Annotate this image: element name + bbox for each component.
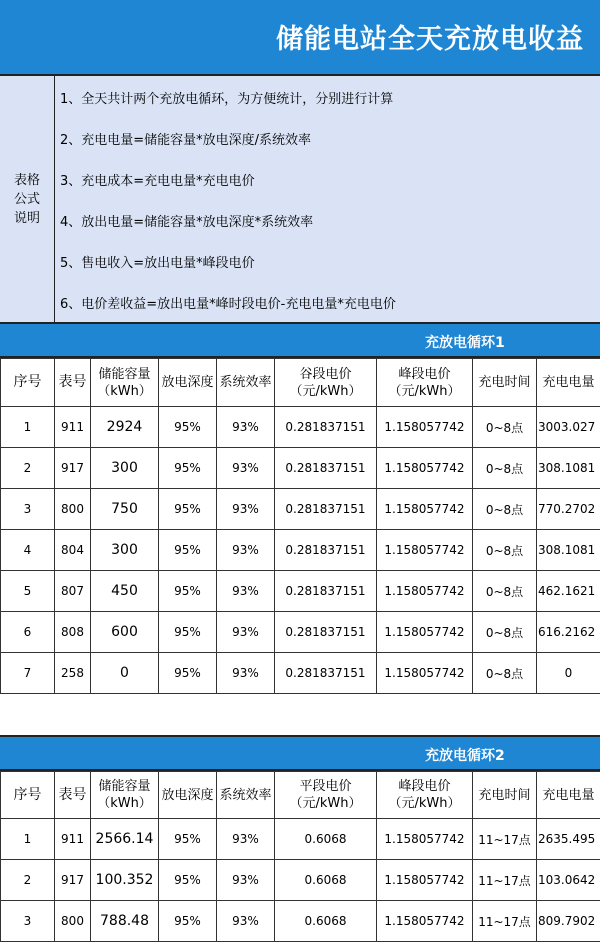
cell-charge-energy[interactable]: 462.1621: [537, 571, 600, 612]
header-efficiency[interactable]: 系统效率: [217, 359, 275, 407]
cell-charge-energy[interactable]: 3003.027: [537, 407, 600, 448]
header-peak-price[interactable]: 峰段电价（元/kWh）: [377, 772, 473, 819]
cell-meter-no[interactable]: 804: [55, 530, 91, 571]
cell-seq[interactable]: 3: [1, 489, 55, 530]
cell-charge-energy[interactable]: 2635.495: [537, 819, 600, 860]
cell-valley-price[interactable]: 0.6068: [275, 819, 377, 860]
header-seq[interactable]: 序号: [1, 772, 55, 819]
cell-valley-price[interactable]: 0.281837151: [275, 571, 377, 612]
cell-depth[interactable]: 95%: [159, 571, 217, 612]
cell-efficiency[interactable]: 93%: [217, 901, 275, 942]
header-valley-price[interactable]: 谷段电价（元/kWh）: [275, 359, 377, 407]
cell-charge-time[interactable]: 11~17点: [473, 819, 537, 860]
table-row: [1, 901, 600, 942]
cell-charge-energy[interactable]: 103.0642: [537, 860, 600, 901]
header-charge-time[interactable]: 充电时间: [473, 359, 537, 407]
cell-peak-price[interactable]: 1.158057742: [377, 530, 473, 571]
cell-seq[interactable]: 1: [1, 819, 55, 860]
cell-seq[interactable]: 2: [1, 448, 55, 489]
header-depth[interactable]: 放电深度: [159, 359, 217, 407]
header-seq[interactable]: 序号: [1, 359, 55, 407]
explanation-line: 3、充电成本=充电电量*充电电价: [60, 170, 255, 189]
cell-capacity[interactable]: 600: [91, 612, 159, 653]
cell-meter-no[interactable]: 807: [55, 571, 91, 612]
header-depth[interactable]: 放电深度: [159, 772, 217, 819]
cell-seq[interactable]: 7: [1, 653, 55, 694]
cycle2-title: 充放电循环2: [425, 745, 505, 765]
cell-valley-price[interactable]: 0.281837151: [275, 407, 377, 448]
cell-peak-price[interactable]: 1.158057742: [377, 571, 473, 612]
cell-meter-no[interactable]: 808: [55, 612, 91, 653]
formula-explanation: [0, 76, 600, 324]
cell-meter-no[interactable]: 800: [55, 901, 91, 942]
cell-peak-price[interactable]: 1.158057742: [377, 407, 473, 448]
cell-meter-no[interactable]: 258: [55, 653, 91, 694]
cell-meter-no[interactable]: 800: [55, 489, 91, 530]
cell-peak-price[interactable]: 1.158057742: [377, 612, 473, 653]
cell-charge-time[interactable]: 0~8点: [473, 653, 537, 694]
cell-depth[interactable]: 95%: [159, 530, 217, 571]
explanation-line: 2、充电电量=储能容量*放电深度/系统效率: [60, 129, 311, 148]
cell-efficiency[interactable]: 93%: [217, 448, 275, 489]
cell-depth[interactable]: 95%: [159, 489, 217, 530]
cycle1-title: 充放电循环1: [425, 332, 505, 352]
cell-meter-no[interactable]: 911: [55, 407, 91, 448]
header-meter-no[interactable]: 表号: [55, 772, 91, 819]
explanation-line: 1、全天共计两个充放电循环，为方便统计，分别进行计算: [60, 88, 393, 107]
cell-efficiency[interactable]: 93%: [217, 571, 275, 612]
cell-valley-price[interactable]: 0.281837151: [275, 653, 377, 694]
cell-capacity[interactable]: 0: [91, 653, 159, 694]
table-row: [1, 407, 600, 448]
header-valley-price[interactable]: 平段电价（元/kWh）: [275, 772, 377, 819]
cycle2-table: [0, 771, 600, 942]
cell-charge-time[interactable]: 11~17点: [473, 860, 537, 901]
explanation-label-cell[interactable]: [0, 76, 55, 322]
cell-peak-price[interactable]: 1.158057742: [377, 653, 473, 694]
header-peak-price[interactable]: 峰段电价（元/kWh）: [377, 359, 473, 407]
cell-depth[interactable]: 95%: [159, 653, 217, 694]
cell-capacity[interactable]: 788.48: [91, 901, 159, 942]
cell-depth[interactable]: 95%: [159, 819, 217, 860]
cell-efficiency[interactable]: 93%: [217, 612, 275, 653]
table-row: [1, 489, 600, 530]
cell-efficiency[interactable]: 93%: [217, 407, 275, 448]
cell-efficiency[interactable]: 93%: [217, 530, 275, 571]
cell-depth[interactable]: 95%: [159, 860, 217, 901]
cell-meter-no[interactable]: 911: [55, 819, 91, 860]
table-row: [1, 530, 600, 571]
cell-charge-energy[interactable]: 770.2702: [537, 489, 600, 530]
cell-peak-price[interactable]: 1.158057742: [377, 901, 473, 942]
cell-peak-price[interactable]: 1.158057742: [377, 860, 473, 901]
header-efficiency[interactable]: 系统效率: [217, 772, 275, 819]
cycle1-header-bar: [0, 322, 600, 358]
header-charge-time[interactable]: 充电时间: [473, 772, 537, 819]
cell-depth[interactable]: 95%: [159, 612, 217, 653]
header-charge-energy[interactable]: 充电电量: [537, 359, 600, 407]
cell-charge-time[interactable]: 0~8点: [473, 530, 537, 571]
cell-efficiency[interactable]: 93%: [217, 653, 275, 694]
cycle2-header-bar: [0, 735, 600, 771]
explanation-line: 5、售电收入=放出电量*峰段电价: [60, 252, 255, 271]
cell-charge-energy[interactable]: 0: [537, 653, 600, 694]
cell-valley-price[interactable]: 0.6068: [275, 860, 377, 901]
cell-peak-price[interactable]: 1.158057742: [377, 489, 473, 530]
header-meter-no[interactable]: 表号: [55, 359, 91, 407]
cell-efficiency[interactable]: 93%: [217, 819, 275, 860]
table-row: [1, 448, 600, 489]
cell-charge-energy[interactable]: 809.7902: [537, 901, 600, 942]
cell-peak-price[interactable]: 1.158057742: [377, 448, 473, 489]
cell-depth[interactable]: 95%: [159, 901, 217, 942]
cell-capacity[interactable]: 100.352: [91, 860, 159, 901]
cell-charge-energy[interactable]: 308.1081: [537, 448, 600, 489]
header-row: [1, 359, 600, 407]
cell-valley-price[interactable]: 0.281837151: [275, 530, 377, 571]
cell-depth[interactable]: 95%: [159, 448, 217, 489]
cell-capacity[interactable]: 450: [91, 571, 159, 612]
header-capacity[interactable]: 储能容量（kWh）: [91, 772, 159, 819]
cell-capacity[interactable]: 2566.14: [91, 819, 159, 860]
cell-capacity[interactable]: 300: [91, 448, 159, 489]
explanation-label: 表格公式说明: [12, 171, 42, 228]
cell-seq[interactable]: 3: [1, 901, 55, 942]
cell-valley-price[interactable]: 0.281837151: [275, 448, 377, 489]
cell-charge-time[interactable]: 11~17点: [473, 901, 537, 942]
header-charge-energy[interactable]: 充电电量: [537, 772, 600, 819]
cell-valley-price[interactable]: 0.281837151: [275, 612, 377, 653]
table-row: [1, 571, 600, 612]
cell-capacity[interactable]: 300: [91, 530, 159, 571]
cell-seq[interactable]: 4: [1, 530, 55, 571]
table-row: [1, 612, 600, 653]
cell-meter-no[interactable]: 917: [55, 448, 91, 489]
cell-charge-time[interactable]: 0~8点: [473, 612, 537, 653]
cell-valley-price[interactable]: 0.6068: [275, 901, 377, 942]
cell-charge-time[interactable]: 0~8点: [473, 489, 537, 530]
cell-seq[interactable]: 1: [1, 407, 55, 448]
cell-meter-no[interactable]: 917: [55, 860, 91, 901]
cell-seq[interactable]: 2: [1, 860, 55, 901]
cell-capacity[interactable]: 750: [91, 489, 159, 530]
table-row: [1, 653, 600, 694]
cell-seq[interactable]: 6: [1, 612, 55, 653]
explanation-line: 4、放出电量=储能容量*放电深度*系统效率: [60, 211, 313, 230]
cell-capacity[interactable]: 2924: [91, 407, 159, 448]
cell-seq[interactable]: 5: [1, 571, 55, 612]
table-row: [1, 860, 600, 901]
cell-efficiency[interactable]: 93%: [217, 860, 275, 901]
header-row: [1, 772, 600, 819]
cell-charge-energy[interactable]: 616.2162: [537, 612, 600, 653]
cell-depth[interactable]: 95%: [159, 407, 217, 448]
cell-valley-price[interactable]: 0.281837151: [275, 489, 377, 530]
cell-efficiency[interactable]: 93%: [217, 489, 275, 530]
sheet-title-bar: [0, 0, 600, 76]
cell-charge-time[interactable]: 0~8点: [473, 407, 537, 448]
cycle1-table: [0, 358, 600, 694]
cell-charge-time[interactable]: 0~8点: [473, 571, 537, 612]
sheet-title: 储能电站全天充放电收益: [276, 17, 584, 56]
cell-charge-energy[interactable]: 308.1081: [537, 530, 600, 571]
header-capacity[interactable]: 储能容量（kWh）: [91, 359, 159, 407]
table-row: [1, 819, 600, 860]
cell-peak-price[interactable]: 1.158057742: [377, 819, 473, 860]
cell-charge-time[interactable]: 0~8点: [473, 448, 537, 489]
explanation-line: 6、电价差收益=放出电量*峰时段电价-充电电量*充电电价: [60, 293, 396, 312]
